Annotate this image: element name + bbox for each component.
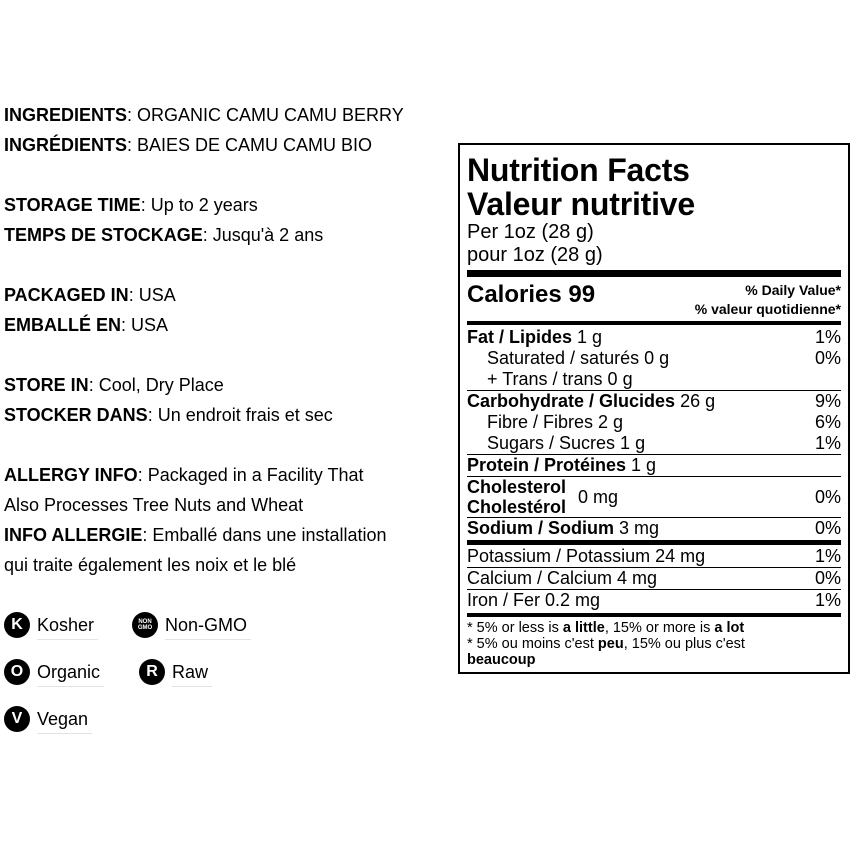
badge-kosher-label: Kosher bbox=[37, 614, 95, 635]
packaged-en bbox=[4, 280, 456, 310]
cholesterol-row bbox=[467, 477, 841, 517]
cholesterol-label-en: Cholesterol bbox=[467, 477, 567, 497]
diet-badges bbox=[4, 610, 304, 750]
ingredients-en bbox=[4, 100, 456, 130]
divider-medium bbox=[467, 321, 841, 325]
footnote-fr-cont: beaucoup bbox=[467, 652, 536, 668]
store-en bbox=[4, 370, 456, 400]
sodium-row bbox=[467, 518, 841, 539]
protein-amount: 1 g bbox=[626, 455, 657, 475]
cholesterol-label-fr: Cholestérol bbox=[467, 497, 567, 517]
ingredients-en-label: INGREDIENTS bbox=[4, 105, 128, 125]
carb-amount: 26 g bbox=[675, 391, 716, 411]
badge-raw bbox=[139, 659, 208, 685]
vegan-icon: V bbox=[4, 706, 30, 732]
potassium-dv: 1% bbox=[814, 546, 841, 566]
packaged-fr-value: : USA bbox=[121, 315, 169, 335]
potassium-row bbox=[467, 546, 841, 567]
iron-row bbox=[467, 590, 841, 611]
kosher-icon: K bbox=[4, 612, 30, 638]
packaged-en-value: : USA bbox=[128, 285, 176, 305]
storage-fr-label: TEMPS DE STOCKAGE bbox=[4, 225, 203, 245]
iron-dv: 1% bbox=[814, 590, 841, 610]
packaged-fr bbox=[4, 310, 456, 340]
storage-fr bbox=[4, 220, 456, 250]
allergy-fr-value-cont: qui traite également les noix et le blé bbox=[4, 555, 297, 575]
serving-size-fr: pour 1oz (28 g) bbox=[467, 244, 603, 266]
carb-label: Carbohydrate / Glucides bbox=[467, 391, 676, 411]
calories-row bbox=[467, 281, 841, 319]
footnote-en: * 5% or less is a little, 15% or more is a lot bbox=[467, 620, 745, 636]
calcium-row bbox=[467, 568, 841, 589]
daily-value-fr: % valeur quotidienne* bbox=[694, 301, 841, 317]
potassium-label: Potassium / Potassium 24 mg bbox=[467, 546, 706, 566]
cholesterol-amount: 0 mg bbox=[578, 487, 619, 507]
badge-vegan-label: Vegan bbox=[37, 708, 89, 729]
daily-value-header bbox=[695, 281, 841, 319]
badge-non-gmo bbox=[132, 612, 247, 638]
storage-en bbox=[4, 190, 456, 220]
divider-thick bbox=[467, 270, 841, 277]
packaged-fr-label: EMBALLÉ EN bbox=[4, 315, 121, 335]
badge-raw-label: Raw bbox=[172, 661, 209, 682]
packaged-en-label: PACKAGED IN bbox=[4, 285, 129, 305]
store-en-value: : Cool, Dry Place bbox=[88, 375, 224, 395]
store-fr-label: STOCKER DANS bbox=[4, 405, 148, 425]
trans-row bbox=[467, 369, 841, 390]
sugar-dv: 1% bbox=[814, 433, 841, 453]
badge-kosher bbox=[4, 612, 94, 638]
fat-row bbox=[467, 327, 841, 348]
carb-row bbox=[467, 391, 841, 412]
nutrition-facts-table bbox=[458, 143, 850, 674]
badge-vegan bbox=[4, 706, 88, 732]
storage-en-value: : Up to 2 years bbox=[140, 195, 258, 215]
ingredients-fr-value: : BAIES DE CAMU CAMU BIO bbox=[127, 135, 373, 155]
store-fr-value: : Un endroit frais et sec bbox=[147, 405, 333, 425]
store-en-label: STORE IN bbox=[4, 375, 89, 395]
sodium-label: Sodium / Sodium bbox=[467, 518, 614, 538]
fat-dv: 1% bbox=[814, 327, 841, 347]
sodium-dv: 0% bbox=[814, 518, 841, 538]
protein-label: Protein / Protéines bbox=[467, 455, 627, 475]
organic-icon: O bbox=[4, 659, 30, 685]
saturated-row bbox=[467, 348, 841, 369]
sugar-label: Sugars / Sucres 1 g bbox=[487, 433, 646, 453]
allergy-en bbox=[4, 460, 456, 490]
badge-organic bbox=[4, 659, 100, 685]
allergy-fr bbox=[4, 520, 456, 550]
allergy-en-value: : Packaged in a Facility That bbox=[137, 465, 364, 485]
divider-thick bbox=[467, 540, 841, 545]
carb-dv: 9% bbox=[814, 391, 841, 411]
allergy-en-label: ALLERGY INFO bbox=[4, 465, 138, 485]
cholesterol-dv: 0% bbox=[814, 487, 841, 507]
ingredients-en-value: : ORGANIC CAMU CAMU BERRY bbox=[127, 105, 404, 125]
badge-non-gmo-label: Non-GMO bbox=[165, 614, 248, 635]
product-info bbox=[4, 100, 456, 580]
footnote bbox=[467, 620, 841, 668]
footnote-fr: * 5% ou moins c'est peu, 15% ou plus c'est bbox=[467, 636, 745, 652]
badge-organic-label: Organic bbox=[37, 661, 101, 682]
allergy-en-value-cont: Also Processes Tree Nuts and Wheat bbox=[4, 495, 304, 515]
fibre-dv: 6% bbox=[814, 412, 841, 432]
nutrition-title-fr: Valeur nutritive bbox=[467, 186, 695, 222]
store-fr bbox=[4, 400, 456, 430]
ingredients-fr bbox=[4, 130, 456, 160]
serving-size-en: Per 1oz (28 g) bbox=[467, 221, 594, 243]
saturated-dv: 0% bbox=[814, 348, 841, 368]
fat-label: Fat / Lipides bbox=[467, 327, 573, 347]
fat-amount: 1 g bbox=[572, 327, 603, 347]
raw-icon: R bbox=[139, 659, 165, 685]
iron-label: Iron / Fer 0.2 mg bbox=[467, 590, 601, 610]
allergy-fr-value: : Emballé dans une installation bbox=[142, 525, 387, 545]
ingredients-fr-label: INGRÉDIENTS bbox=[4, 135, 128, 155]
saturated-label: Saturated / saturés 0 g bbox=[487, 348, 670, 368]
storage-fr-value: : Jusqu'à 2 ans bbox=[202, 225, 324, 245]
storage-en-label: STORAGE TIME bbox=[4, 195, 141, 215]
non-gmo-icon: NON GMO bbox=[132, 612, 158, 638]
daily-value-en: % Daily Value* bbox=[745, 282, 841, 298]
calories: Calories 99 bbox=[467, 281, 596, 308]
sugar-row bbox=[467, 433, 841, 454]
nutrition-title-en: Nutrition Facts bbox=[467, 152, 690, 188]
protein-row bbox=[467, 455, 841, 476]
sodium-amount: 3 mg bbox=[614, 518, 660, 538]
trans-label: + Trans / trans 0 g bbox=[487, 369, 633, 389]
fibre-row bbox=[467, 412, 841, 433]
divider-medium bbox=[467, 613, 841, 617]
calcium-label: Calcium / Calcium 4 mg bbox=[467, 568, 658, 588]
fibre-label: Fibre / Fibres 2 g bbox=[487, 412, 624, 432]
allergy-fr-label: INFO ALLERGIE bbox=[4, 525, 143, 545]
calcium-dv: 0% bbox=[814, 568, 841, 588]
